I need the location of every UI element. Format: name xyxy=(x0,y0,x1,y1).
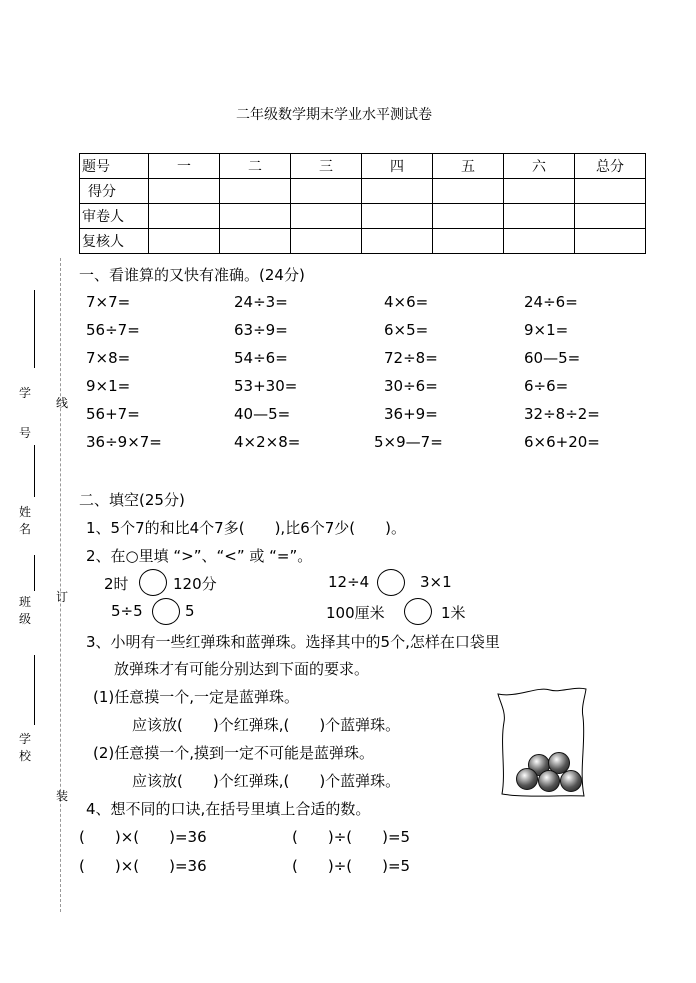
arithmetic-item: 9×1= xyxy=(86,377,131,395)
score-cell[interactable] xyxy=(362,204,433,229)
marble xyxy=(538,770,560,792)
arithmetic-item: 53+30= xyxy=(234,377,298,395)
arithmetic-item: 72÷8= xyxy=(384,349,438,367)
arithmetic-item: 4×6= xyxy=(384,293,429,311)
score-table-header-row xyxy=(80,154,646,179)
header-cell: 六 xyxy=(504,154,575,179)
row-label: 复核人 xyxy=(80,229,149,254)
student-id-blank[interactable] xyxy=(34,290,35,368)
arithmetic-item: 36÷9×7= xyxy=(86,433,162,451)
arithmetic-item: 6×5= xyxy=(384,321,429,339)
arithmetic-item: 24÷3= xyxy=(234,293,288,311)
score-cell[interactable] xyxy=(291,229,362,254)
arithmetic-item: 5×9—7= xyxy=(374,433,443,451)
score-cell[interactable] xyxy=(504,179,575,204)
arithmetic-item: 40—5= xyxy=(234,405,291,423)
staple-mark-label: 装 xyxy=(56,789,69,803)
arithmetic-item: 6×6+20= xyxy=(524,433,600,451)
score-cell[interactable] xyxy=(149,179,220,204)
arithmetic-item: 54÷6= xyxy=(234,349,288,367)
score-cell[interactable] xyxy=(362,179,433,204)
q4-item: ( )×( )=36 xyxy=(79,828,207,846)
arithmetic-item: 36+9= xyxy=(384,405,438,423)
score-table-row xyxy=(80,179,646,204)
header-cell: 五 xyxy=(433,154,504,179)
arithmetic-item: 4×2×8= xyxy=(234,433,301,451)
header-cell: 总分 xyxy=(575,154,646,179)
section2-heading: 二、填空(25分) xyxy=(79,491,185,509)
score-cell[interactable] xyxy=(149,229,220,254)
compare-b-right: 3×1 xyxy=(420,573,452,591)
compare-circle[interactable] xyxy=(404,598,432,625)
school-blank[interactable] xyxy=(34,655,35,725)
arithmetic-item: 30÷6= xyxy=(384,377,438,395)
header-cell: 四 xyxy=(362,154,433,179)
binding-cut-line xyxy=(60,258,61,912)
row-label: 得分 xyxy=(80,179,149,204)
score-cell[interactable] xyxy=(291,179,362,204)
q4-item: ( )÷( )=5 xyxy=(292,857,411,875)
compare-circle[interactable] xyxy=(139,569,167,596)
school-label: 学校 xyxy=(19,732,32,763)
arithmetic-item: 6÷6= xyxy=(524,377,569,395)
q4-item: ( )×( )=36 xyxy=(79,857,207,875)
header-cell: 一 xyxy=(149,154,220,179)
compare-d-right: 1米 xyxy=(441,604,466,622)
class-blank[interactable] xyxy=(34,555,35,591)
arithmetic-item: 7×7= xyxy=(86,293,131,311)
score-cell[interactable] xyxy=(220,204,291,229)
score-table-row xyxy=(80,229,646,254)
score-cell[interactable] xyxy=(433,229,504,254)
row-label: 审卷人 xyxy=(80,204,149,229)
score-cell[interactable] xyxy=(433,179,504,204)
page-title: 二年级数学期末学业水平测试卷 xyxy=(236,107,432,123)
bind-mark-label: 订 xyxy=(56,590,69,604)
score-cell[interactable] xyxy=(575,229,646,254)
compare-circle[interactable] xyxy=(377,569,405,596)
class-label: 班级 xyxy=(19,595,32,626)
arithmetic-item: 32÷8÷2= xyxy=(524,405,600,423)
arithmetic-item: 56+7= xyxy=(86,405,140,423)
line-mark-label: 线 xyxy=(56,396,69,410)
arithmetic-item: 63÷9= xyxy=(234,321,288,339)
name-label: 姓名 xyxy=(19,505,32,536)
question-3-part-1: (1)任意摸一个,一定是蓝弹珠。 xyxy=(93,688,300,706)
score-cell[interactable] xyxy=(433,204,504,229)
score-cell[interactable] xyxy=(362,229,433,254)
question-3-continued: 放弹珠才有可能分别达到下面的要求。 xyxy=(114,660,370,678)
header-cell: 二 xyxy=(220,154,291,179)
compare-c-left: 5÷5 xyxy=(111,602,143,620)
score-cell[interactable] xyxy=(149,204,220,229)
question-3-part-2: (2)任意摸一个,摸到一定不可能是蓝弹珠。 xyxy=(93,744,375,762)
header-cell: 三 xyxy=(291,154,362,179)
compare-c-right: 5 xyxy=(185,602,195,620)
arithmetic-item: 56÷7= xyxy=(86,321,140,339)
arithmetic-item: 7×8= xyxy=(86,349,131,367)
question-3-answer-2: 应该放( )个红弹珠,( )个蓝弹珠。 xyxy=(132,772,401,790)
compare-a-left: 2时 xyxy=(104,575,129,593)
section1-heading: 一、看谁算的又快有准确。(24分) xyxy=(79,266,305,284)
score-cell[interactable] xyxy=(575,179,646,204)
compare-circle[interactable] xyxy=(152,598,180,625)
marble xyxy=(516,768,538,790)
question-4: 4、想不同的口诀,在括号里填上合适的数。 xyxy=(86,800,371,818)
question-3-answer-1: 应该放( )个红弹珠,( )个蓝弹珠。 xyxy=(132,716,401,734)
score-table-row xyxy=(80,204,646,229)
student-id-label: 学号 xyxy=(19,386,32,440)
question-2: 2、在○里填 “>”、“<” 或 “=”。 xyxy=(86,547,313,565)
arithmetic-item: 24÷6= xyxy=(524,293,578,311)
q4-item: ( )÷( )=5 xyxy=(292,828,411,846)
arithmetic-item: 60—5= xyxy=(524,349,581,367)
header-cell: 题号 xyxy=(80,154,149,179)
marble xyxy=(560,770,582,792)
score-cell[interactable] xyxy=(575,204,646,229)
score-cell[interactable] xyxy=(504,229,575,254)
compare-d-left: 100厘米 xyxy=(326,604,385,622)
question-1: 1、5个7的和比4个7多( ),比6个7少( )。 xyxy=(86,519,406,537)
name-blank[interactable] xyxy=(34,445,35,497)
compare-b-left: 12÷4 xyxy=(328,573,370,591)
compare-a-right: 120分 xyxy=(173,575,217,593)
score-cell[interactable] xyxy=(220,179,291,204)
score-table xyxy=(79,153,646,254)
score-cell[interactable] xyxy=(291,204,362,229)
arithmetic-item: 9×1= xyxy=(524,321,569,339)
score-cell[interactable] xyxy=(504,204,575,229)
question-3: 3、小明有一些红弹珠和蓝弹珠。选择其中的5个,怎样在口袋里 xyxy=(86,633,500,651)
score-cell[interactable] xyxy=(220,229,291,254)
